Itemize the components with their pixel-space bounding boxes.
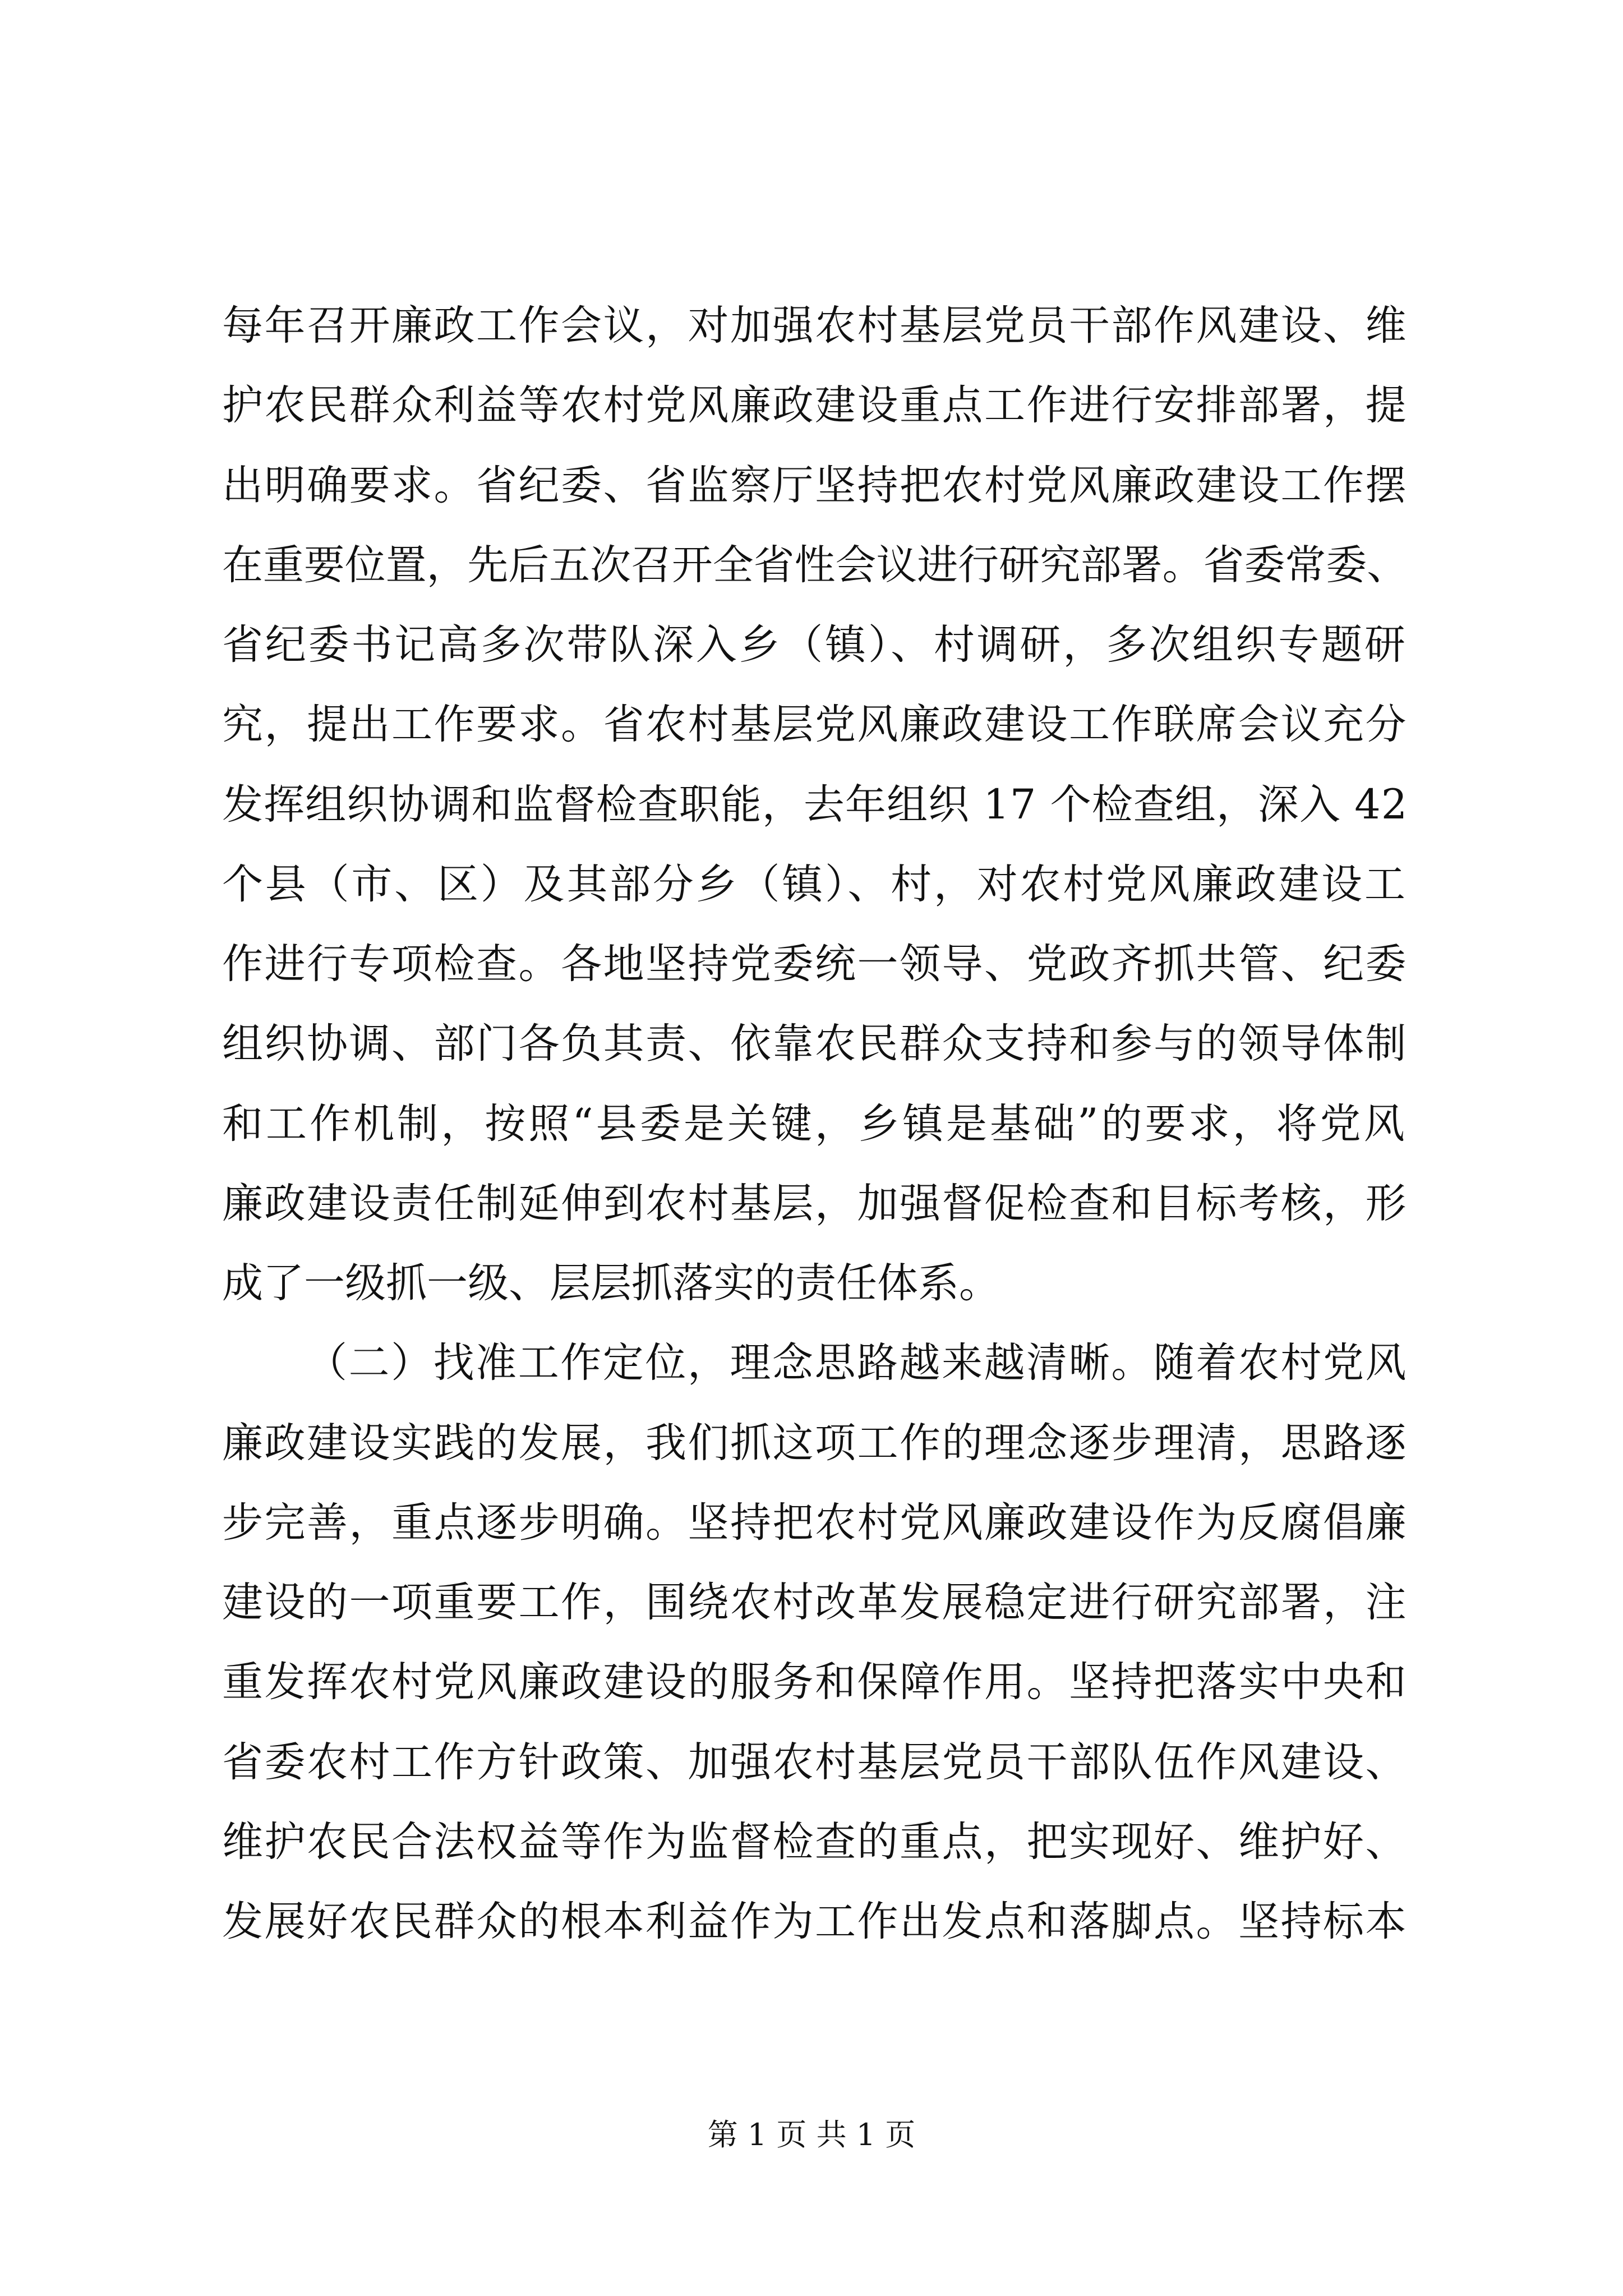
text-line: 个县（市、区）及其部分乡（镇）、村，对农村党风廉政建设工 [222,861,1408,908]
text-line: 究，提出工作要求。省农村基层党风廉政建设工作联席会议充分 [222,701,1408,748]
text-line: 成了一级抓一级、层层抓落实的责任体系。 [222,1259,1000,1307]
text-line: 发展好农民群众的根本利益作为工作出发点和落脚点。坚持标本 [222,1898,1408,1945]
text-line: 和工作机制，按照“县委是关键，乡镇是基础”的要求，将党风 [222,1100,1408,1148]
text-line: 廉政建设责任制延伸到农村基层，加强督促检查和目标考核，形 [222,1180,1408,1227]
text-line: 重发挥农村党风廉政建设的服务和保障作用。坚持把落实中央和 [222,1658,1408,1706]
text-line: 作进行专项检查。各地坚持党委统一领导、党政齐抓共管、纪委 [222,940,1408,988]
text-line: 廉政建设实践的发展，我们抓这项工作的理念逐步理清，思路逐 [222,1419,1408,1467]
text-line: 省纪委书记高多次带队深入乡（镇）、村调研，多次组织专题研 [222,621,1408,669]
text-line: 组织协调、部门各负其责、依靠农民群众支持和参与的领导体制 [222,1020,1408,1068]
text-line: 在重要位置，先后五次召开全省性会议进行研究部署。省委常委、 [222,541,1408,589]
text-line: 建设的一项重要工作，围绕农村改革发展稳定进行研究部署，注 [222,1579,1408,1626]
text-line: 每年召开廉政工作会议，对加强农村基层党员干部作风建设、维 [222,302,1408,349]
page-footer: 第 1 页 共 1 页 [707,2117,916,2152]
text-line: 出明确要求。省纪委、省监察厅坚持把农村党风廉政建设工作摆 [222,462,1408,509]
text-line: 护农民群众利益等农村党风廉政建设重点工作进行安排部署，提 [222,381,1408,429]
text-line: 省委农村工作方针政策、加强农村基层党员干部队伍作风建设、 [222,1738,1408,1786]
text-line: 步完善，重点逐步明确。坚持把农村党风廉政建设作为反腐倡廉 [222,1499,1408,1547]
text-line: 发挥组织协调和监督检查职能，去年组织 17 个检查组，深入 42 [222,781,1408,829]
paragraph-heading: （二）找准工作定位，理念思路越来越清晰。随着农村党风 [306,1339,1408,1387]
text-line: 维护农民合法权益等作为监督检查的重点，把实现好、维护好、 [222,1818,1408,1866]
